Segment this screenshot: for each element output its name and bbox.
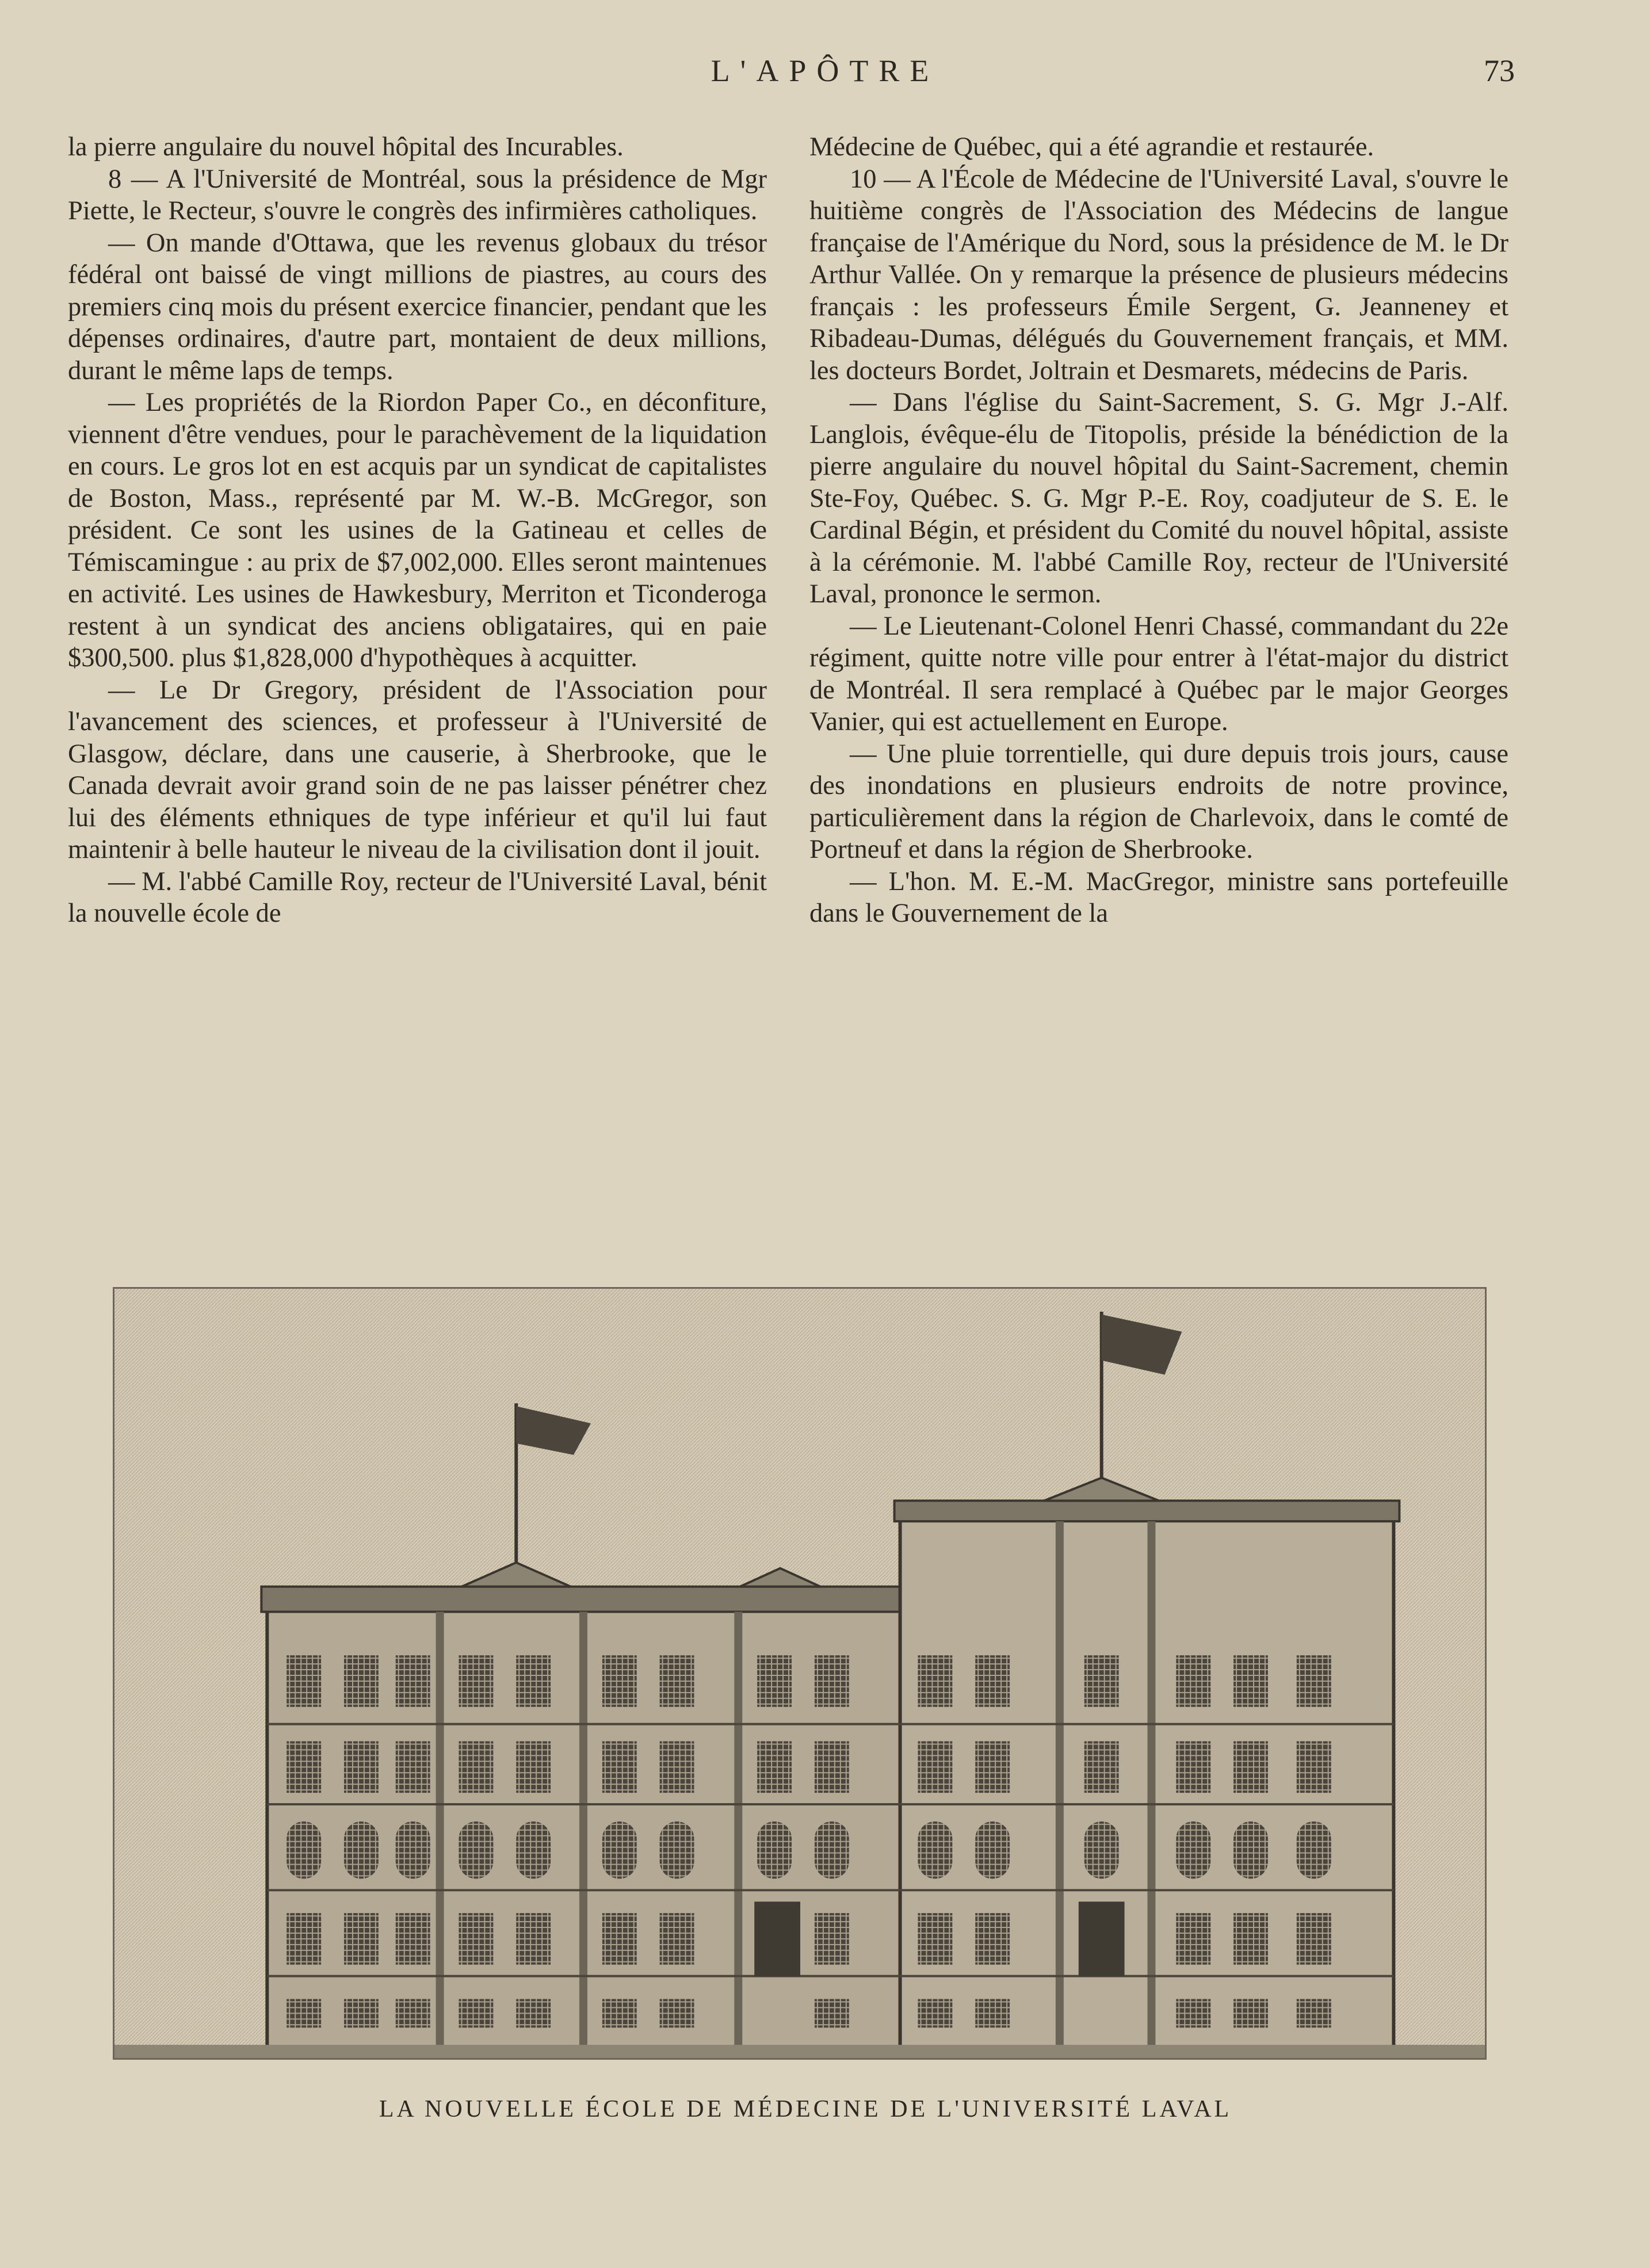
paragraph: 8 — A l'Université de Montréal, sous la présidence de Mgr Piette, le Recteur, s'ouvre le congrès des infirmières catholiques. xyxy=(68,164,767,226)
paragraph: — Le Dr Gregory, président de l'Association pour l'avancement des sciences, et professeur à l'Université de Glasgow, déclare, dans une causerie, à Sherbrooke, que le Canada devrait avoir grand soin de ne pas laisser pénétrer chez lui des éléments ethniques de type inférieur et qu'il lui faut maintenir à belle hauteur le niveau de la civilisation dont il jouit. xyxy=(68,675,767,864)
paragraph: — Le Lieutenant-Colonel Henri Chassé, commandant du 22e régiment, quitte notre ville pour entrer à l'état-major du district de Montréal. Il sera remplacé à Québec par le major Georges Vanier, qui est actuellement en Europe. xyxy=(809,611,1508,736)
paragraph: — Les propriétés de la Riordon Paper Co., en déconfiture, viennent d'être vendues, pour le parachèvement de la liquidation en cours. Le gros lot en est acquis par un syndicat de capitalistes de Boston, Mass., représenté par M. W.-B. McGregor, son président. Ce sont les usines de la Gatineau et celles de Témiscamingue : au prix de $7,002,000. Elles seront maintenues en activité. Les usines de Hawkesbury, Merriton et Ticonderoga restent à un syndicat des anciens obligataires, qui en paie $300,500. plus $1,828,000 d'hypothèques à acquitter. xyxy=(68,388,767,673)
building-engraving xyxy=(113,1287,1487,2060)
paragraph: 10 — A l'École de Médecine de l'Université Laval, s'ouvre le huitième congrès de l'Association des Médecins de langue française de l'Amérique du Nord, sous la présidence de M. le Dr Arthur Vallée. On y remarque la présence de plusieurs médecins français : les professeurs Émile Sergent, G. Jeanneney et Ribadeau-Dumas, délégués du Gouvernement français, et MM. les docteurs Bordet, Joltrain et Desmarets, médecins de Paris. xyxy=(809,164,1508,385)
paragraph: — On mande d'Ottawa, que les revenus globaux du trésor fédéral ont baissé de vingt millions de piastres, au cours des premiers cinq mois du présent exercice financier, pendant que les dépenses ordinaires, d'autre part, montaient de deux millions, durant le même laps de temps. xyxy=(68,228,767,385)
paragraph: — Dans l'église du Saint-Sacrement, S. G. Mgr J.-Alf. Langlois, évêque-élu de Titopolis, préside la bénédiction de la pierre angulaire du nouvel hôpital du Saint-Sacrement, chemin Ste-Foy, Québec. S. G. Mgr P.-E. Roy, coadjuteur de S. E. le Cardinal Bégin, et président du Comité du nouvel hôpital, assiste à la cérémonie. M. l'abbé Camille Roy, recteur de l'Université Laval, prononce le sermon. xyxy=(809,388,1508,609)
paragraph: Médecine de Québec, qui a été agrandie et restaurée. xyxy=(809,132,1374,162)
entrance-door xyxy=(1079,1902,1125,1976)
school-building-illustration xyxy=(114,1289,1485,2058)
paragraph: la pierre angulaire du nouvel hôpital des Incurables. xyxy=(68,132,624,162)
running-title: L'APÔTRE xyxy=(711,54,939,88)
page-number: 73 xyxy=(1484,54,1515,88)
entrance-door xyxy=(754,1902,800,1976)
figure-caption: LA NOUVELLE ÉCOLE DE MÉDECINE DE L'UNIVERSITÉ LAVAL xyxy=(379,2096,1232,2122)
paragraph: — Une pluie torrentielle, qui dure depuis trois jours, cause des inondations en plusieurs endroits de notre province, particulièrement dans la région de Charlevoix, dans le comté de Portneuf et dans la région de Sherbrooke. xyxy=(809,739,1508,864)
right-column xyxy=(809,131,1508,930)
paragraph: — M. l'abbé Camille Roy, recteur de l'Université Laval, bénit la nouvelle école de xyxy=(68,866,767,928)
left-column xyxy=(68,131,767,930)
paragraph: — L'hon. M. E.-M. MacGregor, ministre sans portefeuille dans le Gouvernement de la xyxy=(809,866,1508,928)
